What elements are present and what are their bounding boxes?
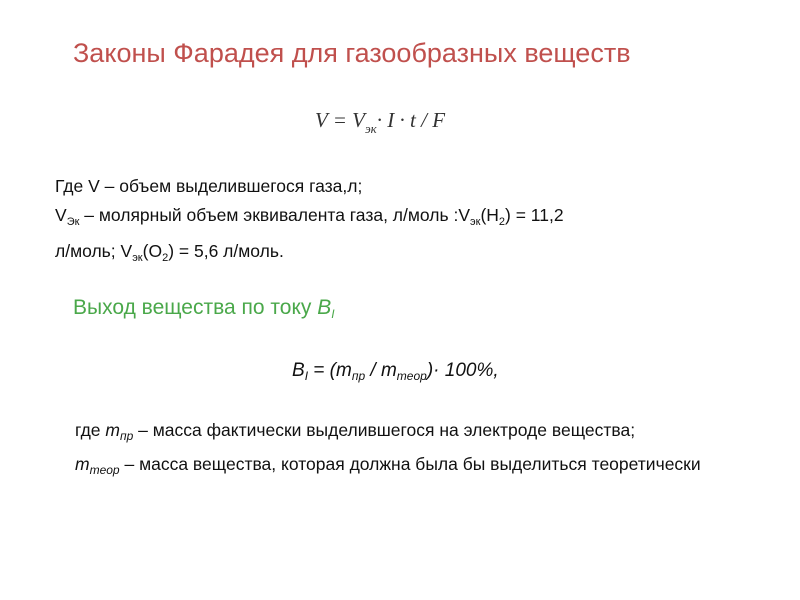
definition-m-pr <box>75 418 725 448</box>
text-part: – молярный объем эквивалента газа, л/моль :V <box>79 205 470 225</box>
heading-subscript: I <box>331 307 335 321</box>
variable: m <box>105 420 120 440</box>
formula-subscript: теор <box>396 369 427 383</box>
formula-part: = (m <box>308 360 352 381</box>
formula-subscript: пр <box>351 369 366 383</box>
text-part: (О <box>142 241 163 261</box>
text-part: (Н <box>480 205 499 225</box>
formula-part: / m <box>365 360 397 381</box>
subscript: Эк <box>66 216 80 228</box>
subscript: 2 <box>498 216 506 228</box>
formula-subscript: I <box>304 369 309 383</box>
subscript: эк <box>470 216 481 228</box>
heading-variable: В <box>317 296 332 319</box>
subscript: 2 <box>162 252 169 264</box>
formula-subscript: эк <box>364 121 377 136</box>
where-line-1: Где V – объем выделившегося газа,л; <box>55 176 363 196</box>
text-part: где <box>75 420 106 440</box>
definition-m-teor <box>75 452 725 482</box>
formula-part: · I · t / F <box>376 108 446 132</box>
text-part: ) = 11,2 <box>505 205 564 225</box>
text-part: V <box>55 205 67 225</box>
formula-part: )· 100%, <box>426 360 499 381</box>
current-yield-heading <box>73 296 335 321</box>
where-line-3 <box>55 237 735 273</box>
where-line-2 <box>55 201 735 237</box>
formula-part: V = V <box>315 108 365 132</box>
faraday-formula <box>315 108 445 137</box>
heading-text: Выход вещества по току <box>73 296 318 319</box>
definitions-block <box>75 418 725 486</box>
text-part: – масса фактически выделившегося на электроде вещества; <box>133 420 636 440</box>
subscript: теор <box>89 463 120 477</box>
subscript: эк <box>132 252 143 264</box>
formula-part: В <box>292 360 305 381</box>
text-part: л/моль; V <box>55 241 133 261</box>
slide-title: Законы Фарадея для газообразных веществ <box>73 38 631 68</box>
where-explanation <box>55 172 735 273</box>
subscript: пр <box>119 429 134 443</box>
current-yield-formula <box>292 360 499 383</box>
text-part: – масса вещества, которая должна была бы выделиться теоретически <box>119 454 701 474</box>
text-part: ) = 5,6 л/моль. <box>168 241 284 261</box>
variable: m <box>75 454 90 474</box>
